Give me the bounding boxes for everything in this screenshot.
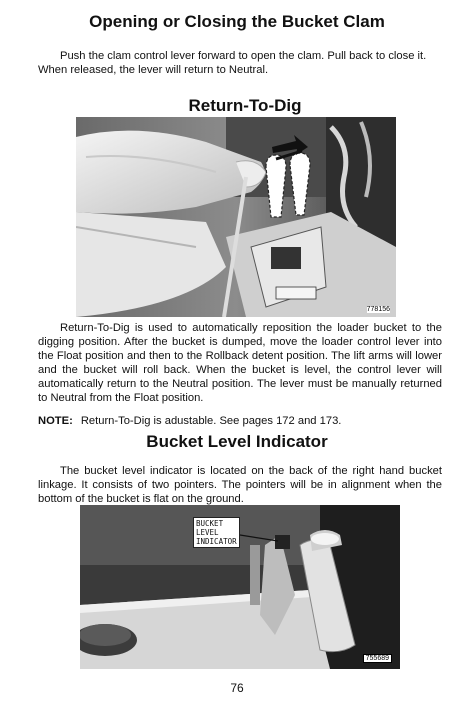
section-title-bucket-level: Bucket Level Indicator <box>146 432 328 451</box>
lever-illustration <box>76 117 396 317</box>
section-title-clam: Opening or Closing the Bucket Clam <box>89 12 385 31</box>
figure-number-755689: 755689 <box>363 654 392 663</box>
clam-line-1: Push the clam control lever forward to open the clam. Pull back to close it. <box>60 50 427 62</box>
bucket-level-body: The bucket level indicator is located on the back of the right hand bucket linkage. It consists of two pointers. The pointers will be in alignment when the bottom of the bucket is flat on the ground. <box>38 465 442 505</box>
bucket-level-paragraph <box>38 464 442 506</box>
return-to-dig-paragraph <box>38 321 442 405</box>
clam-line-2: When released, the lever will return to Neutral. <box>38 64 269 76</box>
bucket-level-photo <box>80 505 400 669</box>
bucket-illustration <box>80 505 400 669</box>
section-title-return-to-dig: Return-To-Dig <box>188 96 302 115</box>
return-to-dig-body: Return-To-Dig is used to automatically reposition the loader bucket to the digging position. After the bucket is dumped, move the loader control lever into the Float position and then to the Rollback detent position. The lift arms will lower and the bucket will roll back. When the bucket is level, the control lever will automatically return to the Neutral position. The lever must be manually returned to Neutral from the Float position. <box>38 322 442 404</box>
note-label: NOTE: <box>38 415 73 427</box>
figure-number-778156: 778156 <box>366 306 390 313</box>
return-to-dig-photo <box>76 117 396 317</box>
bucket-level-indicator-callout: BUCKET LEVEL INDICATOR <box>193 517 240 548</box>
page-number: 76 <box>230 681 244 695</box>
note <box>38 415 341 427</box>
note-text: Return-To-Dig is adustable. See pages 172 and 173. <box>80 415 342 427</box>
clam-paragraph <box>38 49 442 77</box>
